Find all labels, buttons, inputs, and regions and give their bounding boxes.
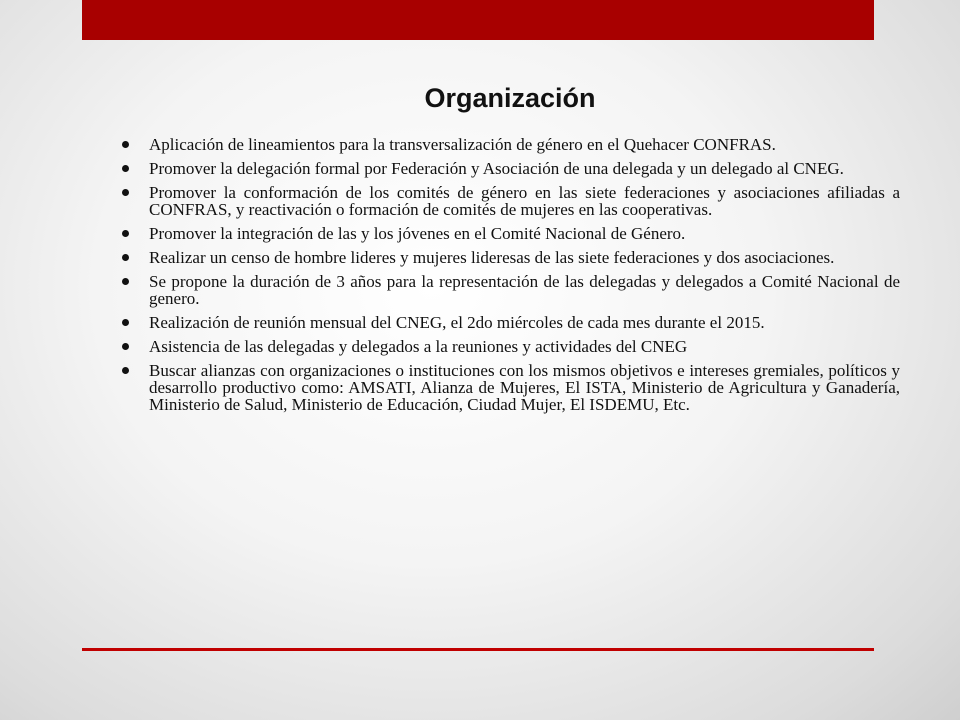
bullet-dot-icon <box>122 165 129 172</box>
bullet-dot-icon <box>122 254 129 261</box>
bullet-item <box>120 184 900 218</box>
bullet-item <box>120 338 900 355</box>
bullet-dot-icon <box>122 189 129 196</box>
bullet-dot-icon <box>122 141 129 148</box>
bullet-text: Promover la integración de las y los jóvenes en el Comité Nacional de Género. <box>149 224 686 243</box>
bullet-item <box>120 225 900 242</box>
bullet-item <box>120 160 900 177</box>
bullet-list <box>120 136 900 420</box>
bullet-text: Promover la delegación formal por Federación y Asociación de una delegada y un delegado al CNEG. <box>149 159 844 178</box>
bullet-text: Realizar un censo de hombre lideres y mujeres lideresas de las siete federaciones y dos asociaciones. <box>149 248 835 267</box>
slide-title: Organización <box>424 83 596 113</box>
bottom-divider <box>82 648 874 651</box>
bullet-dot-icon <box>122 367 129 374</box>
bullet-text: Realización de reunión mensual del CNEG, el 2do miércoles de cada mes durante el 2015. <box>149 313 765 332</box>
top-accent-bar <box>82 0 874 40</box>
bullet-text: Aplicación de lineamientos para la transversalización de género en el Quehacer CONFRAS. <box>149 135 776 154</box>
bullet-text: Asistencia de las delegadas y delegados a la reuniones y actividades del CNEG <box>149 337 688 356</box>
bullet-text: Promover la conformación de los comités de género en las siete federaciones y asociaciones afiliadas a CONFRAS, y reactivación o formación de comités de mujeres en las cooperativas. <box>149 183 900 219</box>
bullet-dot-icon <box>122 319 129 326</box>
bullet-item <box>120 273 900 307</box>
bullet-dot-icon <box>122 278 129 285</box>
bullet-item <box>120 362 900 413</box>
bullet-item <box>120 249 900 266</box>
bullet-dot-icon <box>122 343 129 350</box>
bullet-item <box>120 136 900 153</box>
bullet-text: Buscar alianzas con organizaciones o instituciones con los mismos objetivos e intereses gremiales, políticos y desarrollo productivo como: AMSATI, Alianza de Mujeres, El ISTA, Ministerio de Agricultura y Ganadería, Ministerio de Salud, Ministerio de Educación, Ciudad Mujer, El ISDEMU, Etc. <box>149 361 900 414</box>
bullet-dot-icon <box>122 230 129 237</box>
bullet-item <box>120 314 900 331</box>
bullet-text: Se propone la duración de 3 años para la representación de las delegadas y delegados a Comité Nacional de genero. <box>149 272 900 308</box>
